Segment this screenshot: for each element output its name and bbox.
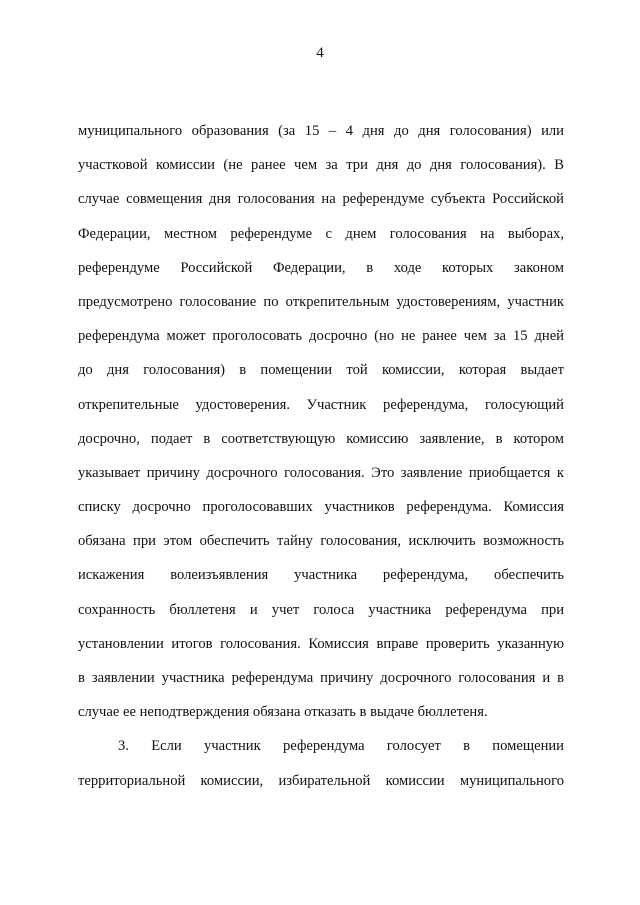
text-line: референдуме Российской Федерации, в ходе которых законом xyxy=(78,259,564,276)
text-line: до дня голосования) в помещении той комиссии, которая выдает xyxy=(78,362,564,379)
text-line: указывает причину досрочного голосования. Это заявление приобщается к xyxy=(78,464,564,481)
text-line: досрочно, подает в соответствующую комиссию заявление, в котором xyxy=(78,430,564,447)
text-line: списку досрочно проголосовавших участников референдума. Комиссия xyxy=(78,499,564,516)
text-line: территориальной комиссии, избирательной комиссии муниципального xyxy=(78,772,564,789)
text-line: открепительные удостоверения. Участник референдума, голосующий xyxy=(78,396,564,413)
text-line: искажения волеизъявления участника референдума, обеспечить xyxy=(78,567,564,584)
text-line: в заявлении участника референдума причину досрочного голосования и в xyxy=(78,670,564,686)
page-number: 4 xyxy=(316,45,324,61)
document-body xyxy=(78,114,564,798)
paragraph-last-line: случае ее неподтверждения обязана отказать в выдаче бюллетеня. xyxy=(78,704,488,721)
text-line: установлении итогов голосования. Комиссия вправе проверить указанную xyxy=(78,635,564,652)
text-line: участковой комиссии (не ранее чем за три дня до дня голосования). В xyxy=(78,157,564,174)
text-line: случае совмещения дня голосования на референдуме субъекта Российской xyxy=(78,191,564,208)
text-line: предусмотрено голосование по открепительным удостоверениям, участник xyxy=(78,293,564,310)
text-line: Федерации, местном референдуме с днем голосования на выборах, xyxy=(78,225,564,242)
paragraph-start-line: 3. Если участник референдума голосует в помещении xyxy=(118,738,564,755)
text-line: обязана при этом обеспечить тайну голосования, исключить возможность xyxy=(78,533,564,550)
text-line: сохранность бюллетеня и учет голоса участника референдума при xyxy=(78,601,564,618)
text-line: референдума может проголосовать досрочно (но не ранее чем за 15 дней xyxy=(78,328,564,345)
text-line: муниципального образования (за 15 – 4 дня до дня голосования) или xyxy=(78,123,564,139)
